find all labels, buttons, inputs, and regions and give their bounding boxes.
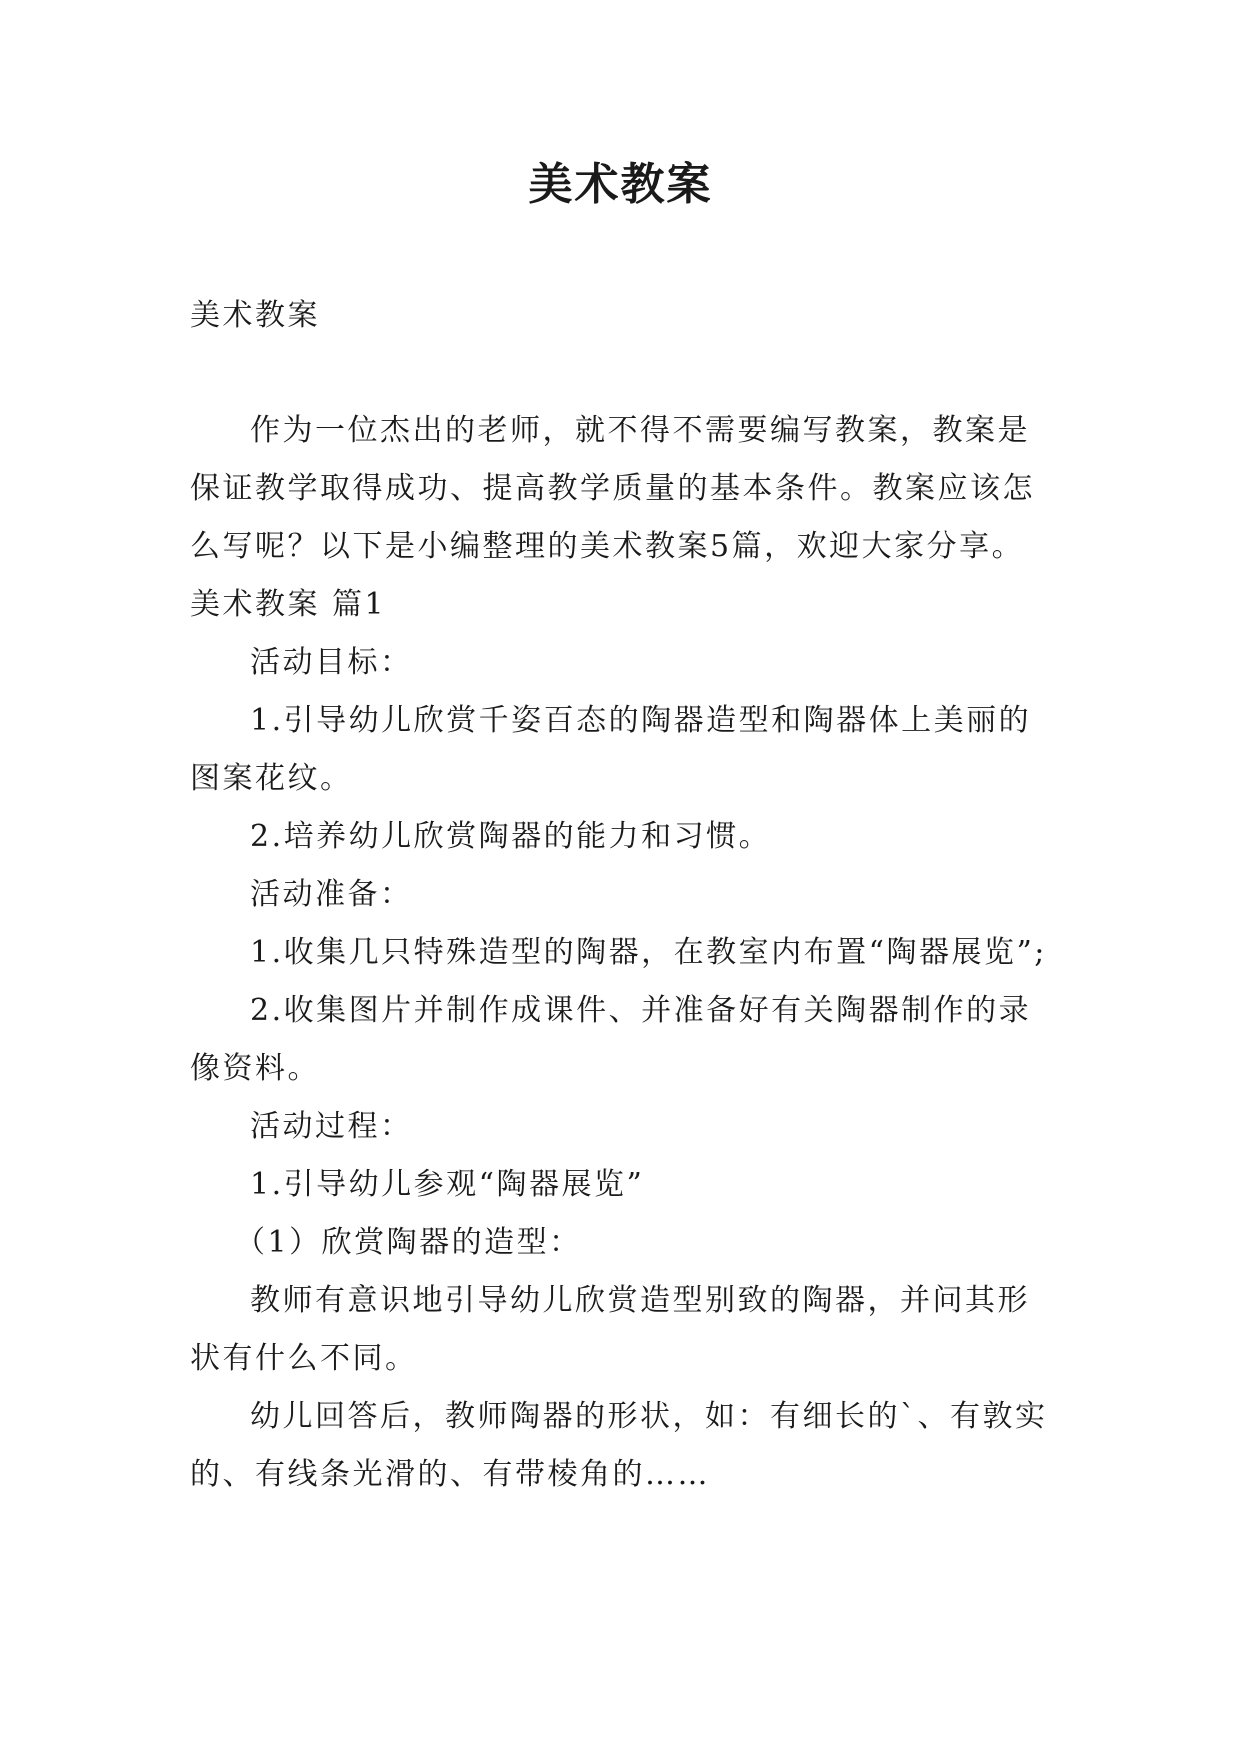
goal-item-2: 2.培养幼儿欣赏陶器的能力和习惯。 xyxy=(250,819,772,854)
section-heading: 美术教案 篇1 xyxy=(190,587,387,622)
intro-paragraph: 作为一位杰出的老师，就不得不需要编写教案，教案是保证教学取得成功、提高教学质量的基本条件。教案应该怎么写呢？以下是小编整理的美术教案5篇，欢迎大家分享。 xyxy=(190,413,1035,564)
prep-item-1: 1.收集几只特殊造型的陶器，在教室内布置“陶器展览”; xyxy=(250,935,1047,970)
process-substep-1: （1）欣赏陶器的造型： xyxy=(235,1225,582,1260)
document-subtitle: 美术教案 xyxy=(190,298,320,333)
process-paragraph-1: 教师有意识地引导幼儿欣赏造型别致的陶器，并问其形状有什么不同。 xyxy=(190,1283,1030,1376)
activity-prep-heading: 活动准备： xyxy=(250,877,413,912)
activity-process-heading: 活动过程： xyxy=(250,1109,413,1144)
activity-goals-heading: 活动目标： xyxy=(250,645,413,680)
goal-item-1: 1.引导幼儿欣赏千姿百态的陶器造型和陶器体上美丽的图案花纹。 xyxy=(190,703,1032,796)
document-body xyxy=(190,402,1050,1504)
process-paragraph-2: 幼儿回答后，教师陶器的形状，如：有细长的`、有敦实的、有线条光滑的、有带棱角的…… xyxy=(190,1399,1048,1492)
process-step-1: 1.引导幼儿参观“陶器展览” xyxy=(250,1167,645,1202)
document-title: 美术教案 xyxy=(528,159,713,210)
prep-item-2: 2.收集图片并制作成课件、并准备好有关陶器制作的录像资料。 xyxy=(190,993,1032,1086)
